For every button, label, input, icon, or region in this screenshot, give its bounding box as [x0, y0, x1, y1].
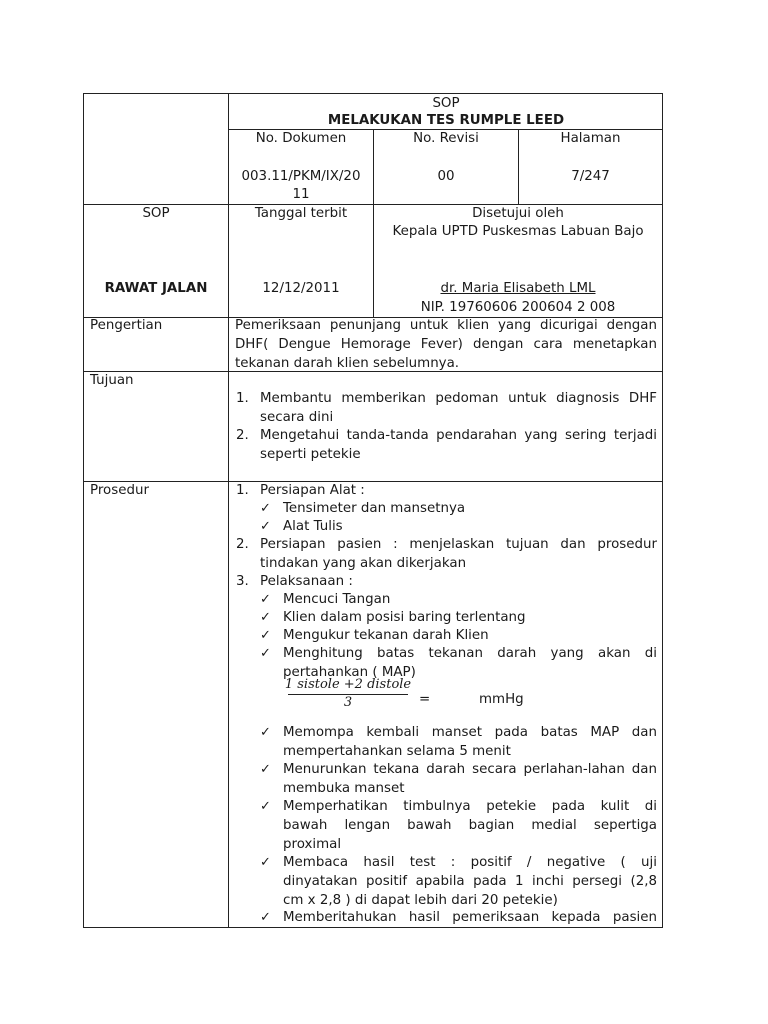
signer-name: dr. Maria Elisabeth LML: [440, 281, 596, 296]
row-divider: [84, 481, 662, 482]
checklist-item: Mengukur tekanan darah Klien: [283, 628, 489, 643]
checkmark-icon: ✓: [260, 628, 271, 643]
checklist-item: Klien dalam posisi baring terlentang: [283, 610, 526, 625]
no-dokumen-label: No. Dokumen: [255, 131, 347, 146]
step-persiapan-pasien-cont: tindakan yang akan dikerjakan: [260, 556, 467, 571]
list-number: 2.: [236, 537, 249, 552]
checklist-item-cont: cm x 2,8 ) di dapat lebih dari 20 petekie): [283, 893, 558, 908]
signer-nip: NIP. 19760606 200604 2 008: [420, 300, 616, 315]
step-persiapan-alat: Persiapan Alat :: [260, 483, 365, 498]
tujuan-item: Mengetahui tanda-tanda pendarahan yang sering terjadi: [260, 428, 657, 443]
checklist-item: Alat Tulis: [283, 519, 343, 534]
checklist-item-cont: bawah lengan bawah bagian medial sepertiga: [283, 818, 657, 833]
document-title: MELAKUKAN TES RUMPLE LEED: [327, 113, 565, 128]
checklist-item: Membaca hasil test : positif / negative ( uji: [283, 855, 657, 870]
checklist-item: Memberitahukan hasil pemeriksaan kepada pasien: [283, 910, 657, 925]
tujuan-item-cont: secara dini: [260, 410, 334, 425]
step-persiapan-pasien: Persiapan pasien : menjelaskan tujuan dan prosedur: [260, 537, 657, 552]
checkmark-icon: ✓: [260, 519, 271, 534]
checkmark-icon: ✓: [260, 725, 271, 740]
formula-denominator: 3: [343, 695, 353, 710]
checklist-item-cont: mempertahankan selama 5 menit: [283, 744, 511, 759]
list-number: 1.: [236, 483, 249, 498]
left-sop-label: SOP: [142, 206, 170, 221]
tanggal-terbit-label: Tanggal terbit: [254, 206, 348, 221]
tujuan-item-cont: seperti petekie: [260, 447, 361, 462]
header-sop: SOP: [432, 96, 460, 111]
checklist-item: Memperhatikan timbulnya petekie pada kulit di: [283, 799, 657, 814]
list-number: 1.: [236, 391, 249, 406]
formula-unit: mmHg: [479, 692, 524, 707]
checklist-item-cont: membuka manset: [283, 781, 405, 796]
checkmark-icon: ✓: [260, 855, 271, 870]
checklist-item: Memompa kembali manset pada batas MAP dan: [283, 725, 657, 740]
checklist-item: Menghitung batas tekanan darah yang akan di: [283, 646, 657, 661]
list-number: 2.: [236, 428, 249, 443]
checkmark-icon: ✓: [260, 799, 271, 814]
step-pelaksanaan: Pelaksanaan :: [260, 574, 353, 589]
tanggal-terbit-value: 12/12/2011: [262, 281, 340, 296]
sop-document-table: [83, 93, 663, 928]
formula-equals: =: [419, 692, 431, 707]
checklist-item-cont: dinyatakan positif apabila pada 1 inchi persegi (2,8: [283, 874, 657, 889]
disetujui-label: Disetujui oleh: [472, 206, 564, 221]
pengertian-label: Pengertian: [90, 318, 163, 333]
checkmark-icon: ✓: [260, 646, 271, 661]
checkmark-icon: ✓: [260, 910, 271, 925]
no-dokumen-value: 003.11/PKM/IX/20: [241, 169, 361, 184]
checkmark-icon: ✓: [260, 762, 271, 777]
checkmark-icon: ✓: [260, 592, 271, 607]
halaman-label: Halaman: [560, 131, 621, 146]
no-dokumen-value-cont: 11: [292, 187, 310, 202]
pengertian-line: Pemeriksaan penunjang untuk klien yang dicurigai dengan: [235, 318, 657, 333]
checklist-item: Mencuci Tangan: [283, 592, 391, 607]
formula-numerator: 1 sistole +2 distole: [284, 677, 412, 692]
checklist-item-cont: pertahankan ( MAP): [283, 665, 416, 680]
pengertian-line: tekanan darah klien sebelumnya.: [235, 356, 460, 371]
prosedur-label: Prosedur: [90, 483, 149, 498]
checkmark-icon: ✓: [260, 610, 271, 625]
halaman-value: 7/247: [571, 169, 610, 184]
tujuan-item: Membantu memberikan pedoman untuk diagnosis DHF: [260, 391, 657, 406]
checklist-item-cont: proximal: [283, 837, 342, 852]
checklist-item: Menurunkan tekana darah secara perlahan-lahan dan: [283, 762, 657, 777]
disetujui-role: Kepala UPTD Puskesmas Labuan Bajo: [392, 224, 644, 239]
no-revisi-value: 00: [437, 169, 455, 184]
list-number: 3.: [236, 574, 249, 589]
checklist-item: Tensimeter dan mansetnya: [283, 501, 466, 516]
checkmark-icon: ✓: [260, 501, 271, 516]
no-revisi-label: No. Revisi: [413, 131, 479, 146]
tujuan-label: Tujuan: [90, 373, 134, 388]
pengertian-line: DHF( Dengue Hemorage Fever) dengan cara menetapkan: [235, 337, 657, 352]
left-unit-label: RAWAT JALAN: [104, 281, 208, 296]
